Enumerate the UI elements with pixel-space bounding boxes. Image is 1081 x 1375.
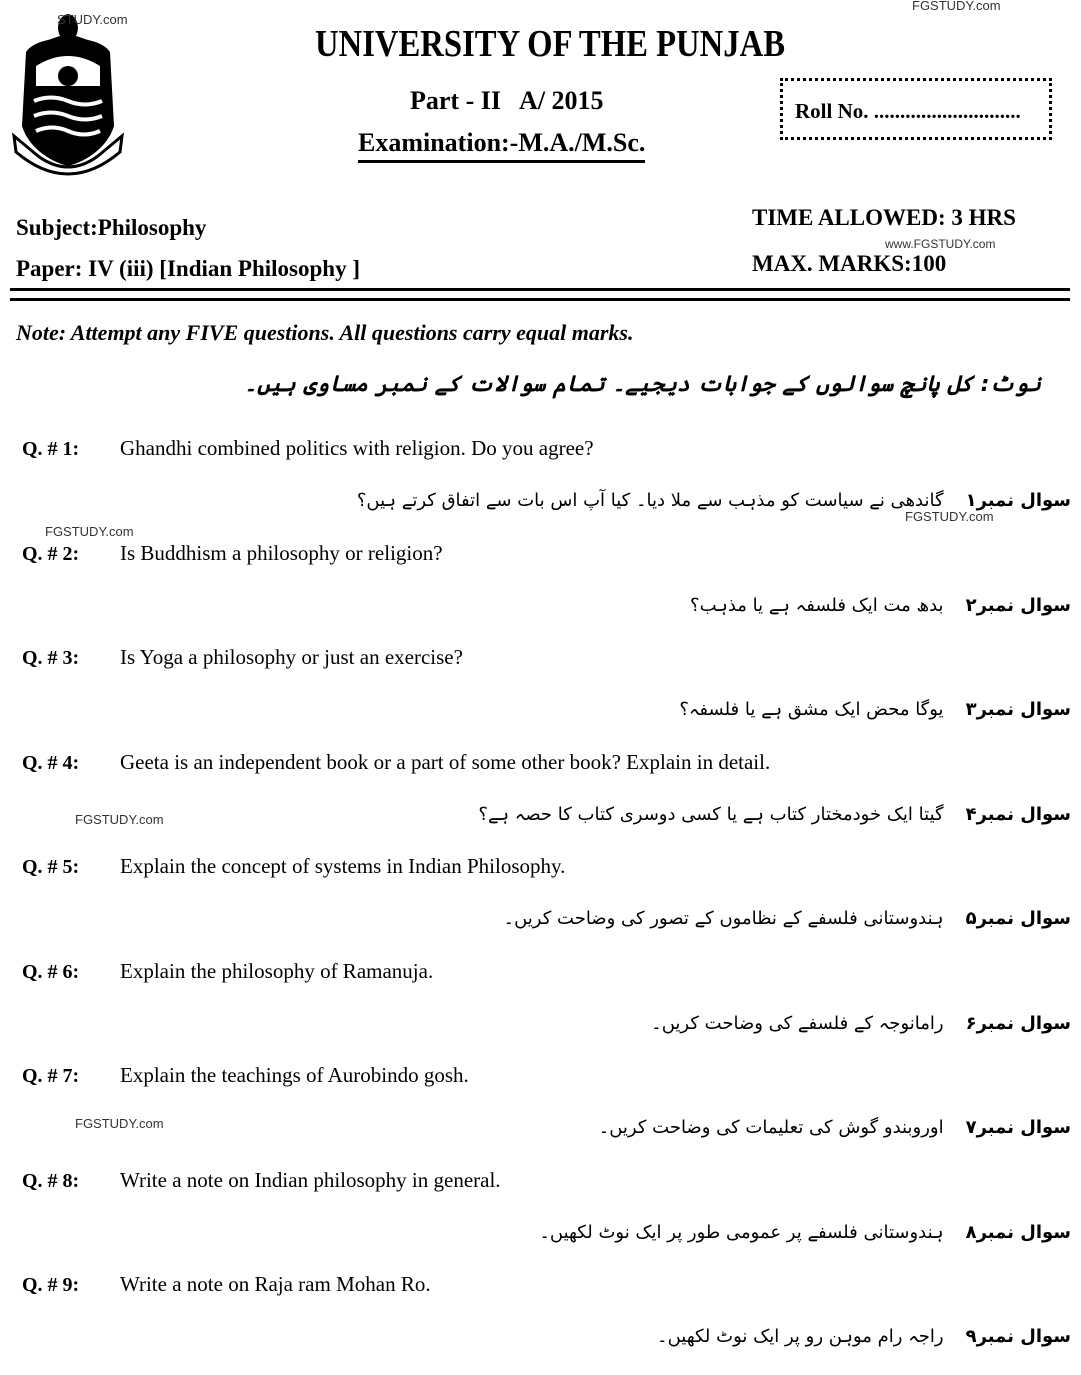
university-title: UNIVERSITY OF THE PUNJAB (314, 23, 785, 65)
watermark: FGSTUDY.com (912, 0, 1001, 13)
question-item (0, 748, 1081, 853)
question-text: Write a note on Raja ram Mohan Ro. (120, 1272, 431, 1296)
watermark: STUDY.com (57, 12, 128, 27)
question-item (0, 1270, 1081, 1375)
question-item (0, 957, 1081, 1062)
watermark: www.FGSTUDY.com (885, 237, 996, 251)
question-text-urdu (357, 490, 1071, 511)
instructions-note-urdu: نوٹ: کل پانچ سوالوں کے جوابات دیجیے۔ تمام سوالات کے نمبر مساوی ہیں۔ (244, 372, 1041, 397)
instructions-note: Note: Attempt any FIVE questions. All questions carry equal marks. (16, 320, 634, 345)
subject-label: Subject:Philosophy (16, 215, 207, 240)
question-text-urdu (651, 1013, 1071, 1034)
question-text: Is Yoga a philosophy or just an exercise? (120, 645, 463, 669)
question-label-urdu: سوال نمبر۶ (965, 1012, 1071, 1034)
question-item (0, 643, 1081, 748)
question-text: Geeta is an independent book or a part of some other book? Explain in detail. (120, 749, 771, 774)
question-item (0, 539, 1081, 644)
question-urdu-body: گاندھی نے سیاست کو مذہب سے ملا دیا۔ کیا آپ اس بات سے اتفاق کرتے ہیں؟ (356, 490, 944, 511)
question-text: Is Buddhism a philosophy or religion? (120, 540, 443, 565)
question-label-urdu: سوال نمبر۷ (965, 1117, 1071, 1138)
university-crest-logo (8, 6, 128, 191)
question-number: Q. # 7: (22, 1065, 80, 1087)
question-number: Q. # 6: (22, 960, 80, 983)
question-number: Q. # 3: (22, 647, 80, 669)
question-urdu-body: یوگا محض ایک مشق ہے یا فلسفہ؟ (679, 699, 944, 720)
time-allowed: TIME ALLOWED: 3 HRS (752, 205, 1016, 230)
question-label-urdu: سوال نمبر۸ (965, 1221, 1071, 1243)
divider (10, 298, 1070, 301)
watermark: FGSTUDY.com (75, 1116, 164, 1131)
question-text-urdu (539, 1222, 1071, 1243)
question-text-urdu (478, 804, 1071, 825)
question-text: Ghandhi combined politics with religion. Do you agree? (120, 436, 594, 460)
question-list (0, 434, 1081, 1375)
question-urdu-body: گیتا ایک خودمختار کتاب ہے یا کسی دوسری کتاب کا حصہ ہے؟ (478, 803, 944, 825)
question-text-urdu (679, 699, 1071, 720)
question-text: Explain the philosophy of Ramanuja. (120, 958, 434, 983)
watermark: FGSTUDY.com (75, 812, 164, 827)
question-label-urdu: سوال نمبر۹ (965, 1326, 1071, 1347)
question-label-urdu: سوال نمبر۵ (965, 908, 1071, 929)
examination-label: Examination:-M.A./M.Sc. (358, 128, 645, 163)
max-marks: MAX. MARKS:100 (752, 251, 947, 276)
question-text: Explain the teachings of Aurobindo gosh. (120, 1063, 469, 1087)
roll-number-box: Roll No. ............................ (780, 78, 1052, 140)
question-urdu-body: رامانوجہ کے فلسفے کی وضاحت کریں۔ (651, 1012, 944, 1034)
question-urdu-body: بدھ مت ایک فلسفہ ہے یا مذہب؟ (690, 594, 944, 616)
question-label-urdu: سوال نمبر۳ (965, 699, 1071, 720)
question-number: Q. # 2: (22, 542, 80, 565)
question-text: Write a note on Indian philosophy in general. (120, 1167, 501, 1192)
question-urdu-body: راجہ رام موہن رو پر ایک نوٹ لکھیں۔ (657, 1326, 944, 1347)
question-text-urdu (599, 1117, 1071, 1138)
question-item (0, 1061, 1081, 1166)
watermark: FGSTUDY.com (905, 509, 994, 524)
divider (10, 288, 1070, 291)
question-number: Q. # 9: (22, 1274, 80, 1296)
question-text-urdu (657, 1326, 1071, 1347)
question-label-urdu: سوال نمبر۲ (965, 594, 1071, 616)
question-number: Q. # 8: (22, 1169, 80, 1192)
question-number: Q. # 4: (22, 751, 80, 774)
question-text-urdu (504, 908, 1071, 929)
question-label-urdu: سوال نمبر۱ (965, 490, 1071, 511)
question-number: Q. # 5: (22, 856, 80, 878)
paper-label: Paper: IV (iii) [Indian Philosophy ] (16, 256, 360, 281)
question-item (0, 852, 1081, 957)
question-item (0, 434, 1081, 539)
exam-part-year: Part - II A/ 2015 (410, 86, 604, 115)
question-urdu-body: ہندوستانی فلسفے کے نظاموں کے تصور کی وضاحت کریں۔ (503, 908, 944, 929)
question-urdu-body: ہندوستانی فلسفے پر عمومی طور پر ایک نوٹ لکھیں۔ (539, 1221, 944, 1243)
question-urdu-body: اوروبندو گوش کی تعلیمات کی وضاحت کریں۔ (598, 1117, 944, 1138)
question-label-urdu: سوال نمبر۴ (965, 803, 1071, 825)
watermark: FGSTUDY.com (45, 524, 134, 539)
question-item (0, 1166, 1081, 1271)
question-text-urdu (690, 595, 1071, 616)
question-text: Explain the concept of systems in Indian Philosophy. (120, 854, 566, 878)
question-number: Q. # 1: (22, 438, 80, 460)
